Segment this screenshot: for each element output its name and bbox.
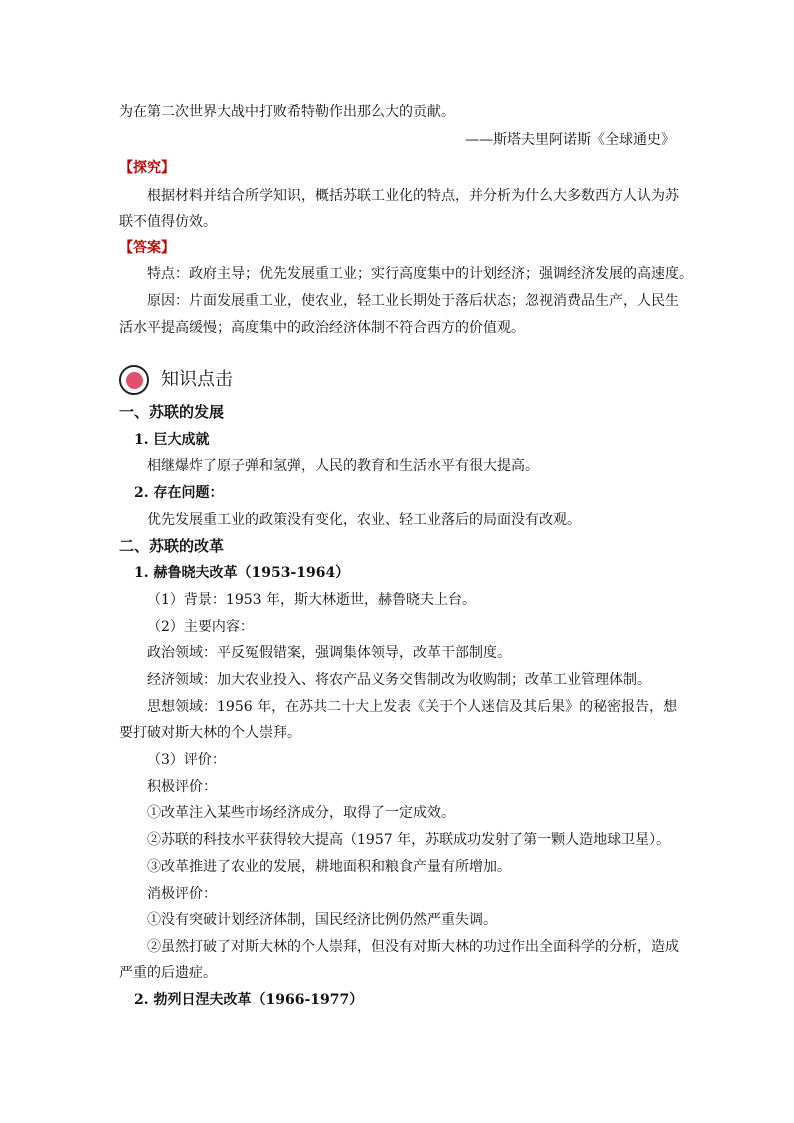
content-label: （2）主要内容： (147, 619, 254, 635)
part1-heading: 一、苏联的发展 (119, 403, 225, 421)
material-source: ——斯塔夫里阿诺斯《全球通史》 (465, 132, 675, 148)
answer-line: 活水平提高缓慢；高度集中的政治经济体制不符合西方的价值观。 (119, 320, 525, 336)
material-text: 为在第二次世界大战中打败希特勒作出那么大的贡献。 (119, 104, 455, 120)
part2-heading: 二、苏联的改革 (119, 537, 225, 555)
evaluation-label: （3）评价： (147, 752, 226, 768)
negative-item: 严重的后遗症。 (119, 965, 217, 981)
thought-line: 要打破对斯大林的个人崇拜。 (119, 725, 301, 741)
background-line: （1）背景：1953 年，斯大林逝世，赫鲁晓夫上台。 (147, 592, 476, 608)
answer-line: 原因：片面发展重工业，使农业，轻工业长期处于落后状态；忽视消费品生产，人民生 (147, 293, 679, 309)
negative-label: 消极评价： (147, 886, 217, 902)
explore-question-line: 联不值得仿效。 (119, 214, 217, 230)
part1-sub2-heading: 2. 存在问题： (134, 485, 224, 501)
target-circle-icon (119, 365, 149, 395)
positive-item: ③改革推进了农业的发展，耕地面积和粮食产量有所增加。 (147, 859, 511, 875)
part2-sub1-heading: 1. 赫鲁晓夫改革（1953-1964） (134, 565, 350, 581)
part1-sub1-heading: 1. 巨大成就 (134, 432, 210, 448)
part2-sub2-heading: 2. 勃列日涅夫改革（1966-1977） (134, 992, 364, 1008)
negative-item: ①没有突破计划经济体制，国民经济比例仍然严重失调。 (147, 912, 497, 928)
section-title: 知识点击 (161, 369, 233, 390)
part1-sub2-text: 优先发展重工业的政策没有变化，农业、轻工业落后的局面没有改观。 (147, 512, 581, 528)
answer-line: 特点：政府主导；优先发展重工业；实行高度集中的计划经济；强调经济发展的高速度。 (147, 266, 693, 282)
positive-item: ①改革注入某些市场经济成分，取得了一定成效。 (147, 805, 455, 821)
positive-item: ②苏联的科技水平获得较大提高（1957 年，苏联成功发射了第一颗人造地球卫星）。 (147, 832, 671, 848)
part1-sub1-text: 相继爆炸了原子弹和氢弹，人民的教育和生活水平有很大提高。 (147, 458, 539, 474)
explore-tag: 【探究】 (119, 160, 175, 176)
answer-tag: 【答案】 (119, 240, 175, 256)
positive-label: 积极评价： (147, 779, 217, 795)
economy-line: 经济领域：加大农业投入、将农产品义务交售制改为收购制；改革工业管理体制。 (147, 672, 651, 688)
thought-line: 思想领域：1956 年，在苏共二十大上发表《关于个人迷信及其后果》的秘密报告，想 (147, 699, 678, 715)
politics-line: 政治领域：平反冤假错案，强调集体领导，改革干部制度。 (147, 645, 511, 661)
negative-item: ②虽然打破了对斯大林的个人崇拜，但没有对斯大林的功过作出全面科学的分析，造成 (147, 939, 679, 955)
explore-question-line: 根据材料并结合所学知识，概括苏联工业化的特点，并分析为什么大多数西方人认为苏 (147, 188, 679, 204)
